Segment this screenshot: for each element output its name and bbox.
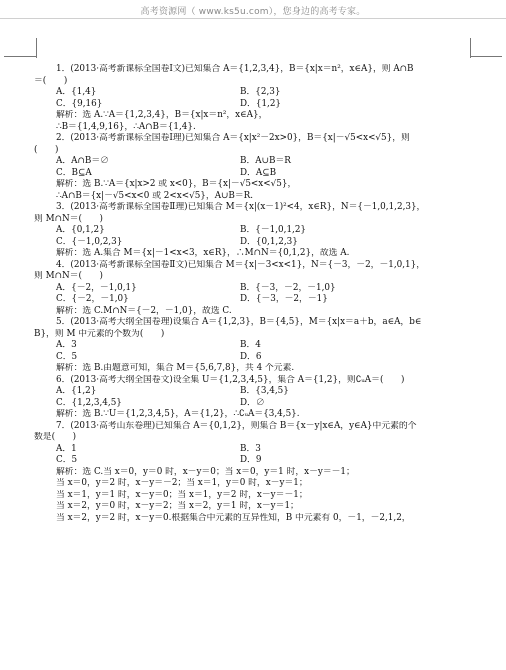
answer-option: A．A∩B＝∅ [56, 156, 109, 166]
answer-option: B．{－1,0,1,2} [240, 225, 307, 235]
answer-option: D．A⊆B [240, 167, 277, 178]
answer-option: B．4 [240, 340, 261, 350]
answer-options-row [0, 455, 506, 467]
question-line: 1．(2013·高考新课标全国卷Ⅰ文)已知集合 A＝{1,2,3,4}，B＝{x|x＝n²，x∈A}，则 A∩B [56, 64, 414, 74]
answer-option: B．{－3，－2，－1,0} [240, 282, 336, 293]
answer-options-row [0, 87, 506, 99]
answer-options-row [0, 156, 506, 168]
answer-options-row [0, 99, 506, 111]
answer-option: B．{2,3} [240, 87, 281, 97]
answer-option: B．A∪B＝R [240, 156, 291, 166]
answer-option: A．{1,2} [56, 386, 97, 396]
header-rule [0, 18, 506, 19]
answer-option: D．9 [240, 455, 262, 465]
answer-option: C．{1,2,3,4,5} [56, 397, 122, 408]
answer-option: D．{0,1,2,3} [240, 236, 298, 247]
answer-options-row [0, 225, 506, 237]
answer-option: A．3 [56, 340, 77, 350]
question-line: 3．(2013·高考新课标全国卷Ⅱ理)已知集合 M＝{x|(x－1)²<4，x∈R}，N＝{－1,0,1,2,3}， [56, 202, 426, 212]
question-line: 数是( ) [34, 432, 77, 442]
question-line: ＝( ) [34, 75, 68, 86]
question-line: 则 M∩N＝( ) [34, 213, 103, 224]
answer-option: B．{3,4,5} [240, 386, 289, 396]
solution-line: 解析：选 B.由题意可知，集合 M＝{5,6,7,8}，共 4 个元素. [56, 363, 295, 373]
answer-option: C．5 [56, 351, 78, 362]
solution-line: ∴A∩B＝{x|－√5<x<0 或 2<x<√5}，A∪B＝R. [56, 190, 254, 201]
answer-options-row [0, 283, 506, 295]
solution-line: ∴B＝{1,4,9,16}，∴A∩B＝{1,4}. [56, 121, 196, 132]
answer-option: C．5 [56, 455, 78, 465]
solution-line: 解析：选 A.∵A＝{1,2,3,4}，B＝{x|x＝n²，x∈A}， [56, 110, 268, 120]
answer-option: C．{9,16} [56, 98, 103, 109]
question-line: 2．(2013·高考新课标全国卷Ⅰ理)已知集合 A＝{x|x²－2x>0}，B＝{x|－√5<x<√5}，则 [56, 133, 410, 143]
question-line: 4．(2013·高考新课标全国卷Ⅱ文)已知集合 M＝{x|－3<x<1}，N＝{－3，－2，－1,0,1}， [56, 259, 426, 270]
answer-option: D．{1,2} [240, 98, 282, 109]
answer-option: C．{－2，－1,0} [56, 294, 129, 304]
answer-option: B．3 [240, 443, 261, 454]
answer-option: C．{－1,0,2,3} [56, 236, 123, 247]
answer-options-row [0, 168, 506, 180]
answer-options-row [0, 340, 506, 352]
answer-options-row [0, 386, 506, 398]
solution-line: 当 x＝2，y＝0 时，x－y＝2；当 x＝2，y＝1 时，x－y＝1； [56, 501, 299, 511]
answer-option: C．B⊆A [56, 167, 92, 178]
question-line: 6．(2013·高考大纲全国卷文)设全集 U＝{1,2,3,4,5}，集合 A＝{1,2}，则∁ᵤA＝( ) [56, 374, 405, 385]
header-text: 高考资源网（ www.ks5u.com），您身边的高考专家。 [140, 7, 366, 17]
answer-options-row [0, 237, 506, 249]
crop-mark-top-left [28, 38, 37, 58]
question-line: ( ) [34, 144, 59, 155]
solution-line: 当 x＝1，y＝1 时，x－y＝0；当 x＝1，y＝2 时，x－y＝－1； [56, 489, 308, 500]
crop-mark-top-left-horizontal [4, 56, 36, 57]
question-line: B}，则 M 中元素的个数为( ) [34, 328, 165, 339]
answer-option: A．{1,4} [56, 87, 97, 97]
crop-mark-top-right-horizontal [470, 56, 502, 57]
answer-option: D．∅ [240, 397, 265, 408]
question-line: 则 M∩N＝( ) [34, 271, 103, 281]
answer-option: A．1 [56, 443, 77, 454]
answer-option: A．{－2，－1,0,1} [56, 282, 137, 293]
answer-options-row [0, 444, 506, 456]
solution-line: 解析：选 C.M∩N＝{－2，－1,0}，故选 C. [56, 305, 232, 316]
page-header [0, 0, 506, 40]
answer-options-row [0, 352, 506, 364]
answer-option: D．6 [240, 351, 262, 362]
answer-options-row [0, 398, 506, 410]
solution-line: 解析：选 A.集合 M＝{x|－1<x<3，x∈R}，∴M∩N＝{0,1,2}，故选 A. [56, 248, 350, 258]
answer-options-row [0, 294, 506, 306]
solution-line: 解析：选 B.∵A＝{x|x>2 或 x<0}，B＝{x|－√5<x<√5}， [56, 179, 297, 189]
question-line: 7．(2013·高考山东卷理)已知集合 A＝{0,1,2}，则集合 B＝{x－y|x∈A，y∈A}中元素的个 [56, 420, 417, 431]
answer-option: A．{0,1,2} [56, 225, 105, 235]
solution-line: 解析：选 B.∵U＝{1,2,3,4,5}，A＝{1,2}，∴∁ᵤA＝{3,4,5}. [56, 409, 300, 419]
crop-mark-top-right [470, 38, 479, 58]
solution-line: 当 x＝0，y＝2 时，x－y＝－2；当 x＝1，y＝0 时，x－y＝1； [56, 478, 308, 488]
answer-option: D．{－3，－2，－1} [240, 294, 328, 304]
solution-line: 解析：选 C.当 x＝0，y＝0 时，x－y＝0；当 x＝0，y＝1 时，x－y＝－1； [56, 466, 355, 477]
question-line: 5．(2013·高考大纲全国卷理)设集合 A＝{1,2,3}，B＝{4,5}，M＝{x|x＝a＋b，a∈A，b∈ [56, 317, 422, 327]
document-body [0, 64, 506, 524]
solution-line: 当 x＝2，y＝2 时，x－y＝0.根据集合中元素的互异性知，B 中元素有 0，－1，－2,1,2， [56, 512, 411, 523]
